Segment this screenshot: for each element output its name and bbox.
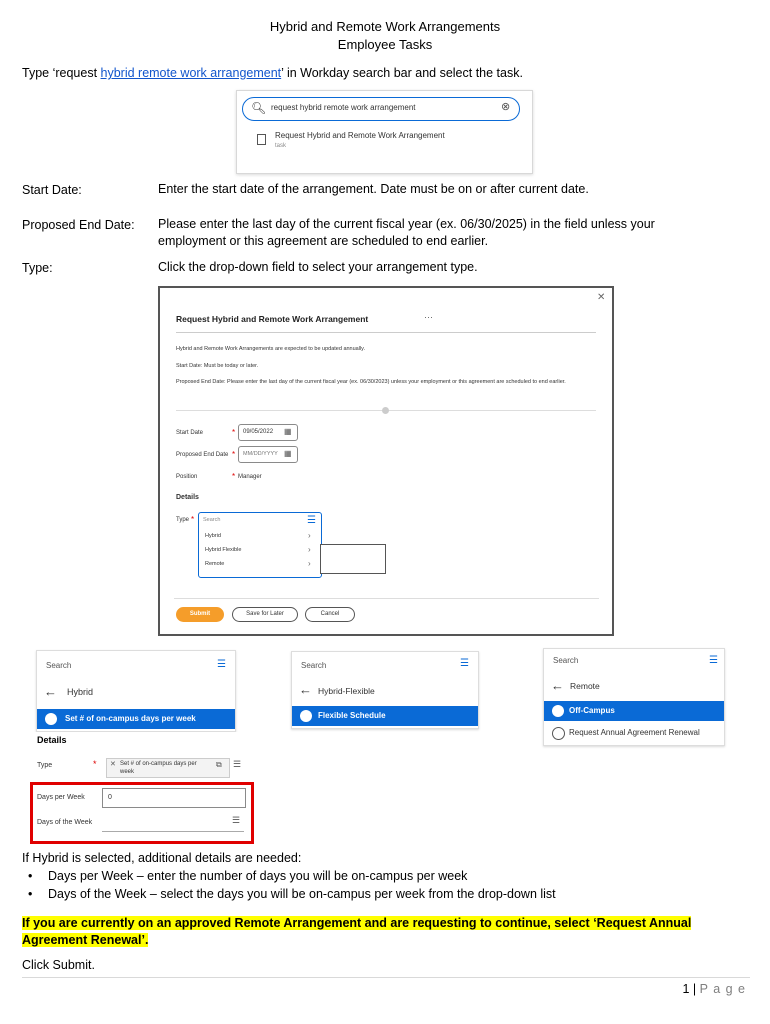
search-icon: 🔍︎ <box>251 101 267 115</box>
clear-icon[interactable]: ⊗ <box>501 101 511 113</box>
hybrid-search-input[interactable]: Search <box>46 661 72 670</box>
details-panel <box>30 732 252 842</box>
close-icon[interactable]: ✕ <box>597 292 606 303</box>
required-star: * <box>93 759 97 769</box>
radio-empty-icon <box>552 727 565 740</box>
option-flexible-schedule[interactable] <box>292 706 478 726</box>
save-for-later-button[interactable]: Save for Later <box>232 607 298 622</box>
end-date-field-label: Proposed End Date <box>176 452 229 458</box>
end-date-desc: Please enter the last day of the current fiscal year (ex. 06/30/2025) in the field unless your employment or this agreement are scheduled to end earlier. <box>158 217 655 248</box>
option-label: Remote <box>205 561 225 567</box>
list-icon[interactable]: ☰ <box>233 759 242 769</box>
type-field-label: Type <box>37 762 53 769</box>
type-dropdown[interactable] <box>198 512 322 578</box>
form-note-3: Proposed End Date: Please enter the last day of the current fiscal year (ex. 06/30/2023) unless your employment or this agreement are scheduled to end earlier. <box>176 379 566 385</box>
remote-heading: Remote <box>570 681 600 691</box>
required-star: * <box>191 515 195 524</box>
details-heading: Details <box>176 494 199 501</box>
required-star: * <box>232 472 236 481</box>
days-per-week-input[interactable] <box>102 788 246 808</box>
start-date-label: Start Date: <box>22 183 82 197</box>
chevron-right-icon: › <box>308 559 311 568</box>
more-menu-icon[interactable]: ⋯ <box>424 312 433 322</box>
end-date-value: MM/DD/YYYY <box>243 451 278 457</box>
end-date-label: Proposed End Date: <box>22 218 135 232</box>
option-annual-renewal[interactable] <box>544 724 724 742</box>
option-label: Request Annual Agreement Renewal <box>569 728 700 737</box>
bullet-item: • Days of the Week – select the days you will be on-campus per week from the drop-down list <box>28 887 556 901</box>
required-star: * <box>232 450 236 459</box>
option-label: Flexible Schedule <box>318 711 386 720</box>
search-bar[interactable] <box>242 97 520 121</box>
flex-heading: Hybrid-Flexible <box>318 686 375 696</box>
days-of-week-input[interactable] <box>102 812 244 832</box>
option-off-campus[interactable] <box>544 701 724 721</box>
closing-instruction: Click Submit. <box>22 958 95 972</box>
remote-panel <box>543 648 725 746</box>
flex-search-input[interactable]: Search <box>301 661 327 670</box>
start-date-value: 09/05/2022 <box>243 429 274 435</box>
document-title: Hybrid and Remote Work Arrangements <box>269 19 501 34</box>
list-icon[interactable]: ☰ <box>217 659 226 670</box>
back-arrow-icon[interactable]: ← <box>44 684 57 699</box>
hybrid-note-intro: If Hybrid is selected, additional details are needed: <box>22 851 302 865</box>
type-option-remote[interactable] <box>199 559 317 571</box>
radio-icon <box>300 710 312 722</box>
list-icon[interactable]: ☰ <box>460 658 469 669</box>
option-label: Hybrid <box>205 533 221 539</box>
type-search-input[interactable]: Search <box>203 517 221 523</box>
submit-button[interactable]: Submit <box>176 607 224 622</box>
option-set-days[interactable] <box>37 709 235 729</box>
radio-icon <box>552 705 564 717</box>
intro-link[interactable]: hybrid remote work arrangement <box>100 66 282 80</box>
page-footer: 1 | P a g e <box>682 982 746 996</box>
bullet-text: Days of the Week – select the days you will be on-campus per week from the drop-down list <box>48 887 556 901</box>
list-icon[interactable]: ☰ <box>307 515 316 526</box>
task-icon <box>257 134 266 145</box>
calendar-icon[interactable]: ▦ <box>284 427 292 436</box>
drag-handle[interactable] <box>382 407 389 414</box>
intro-line <box>22 66 523 80</box>
start-date-field-label: Start Date <box>176 430 204 436</box>
start-date-input[interactable] <box>238 424 298 441</box>
back-arrow-icon[interactable]: ← <box>299 682 312 697</box>
form-note-2: Start Date: Must be today or later. <box>176 363 259 369</box>
remote-search-input[interactable]: Search <box>553 656 579 665</box>
back-arrow-icon[interactable]: ← <box>551 678 564 693</box>
search-result[interactable] <box>257 131 517 157</box>
list-icon[interactable]: ☰ <box>232 815 241 825</box>
page-number: 1 <box>682 982 690 996</box>
result-subtitle: task <box>275 143 287 149</box>
position-label: Position <box>176 474 198 480</box>
hybrid-panel <box>36 650 236 732</box>
required-star: * <box>232 428 236 437</box>
end-date-input[interactable] <box>238 446 298 463</box>
type-selected-pill[interactable] <box>106 758 230 778</box>
option-label: Off-Campus <box>569 706 615 715</box>
bullet-text: Days per Week – enter the number of days you will be on-campus per week <box>48 869 468 883</box>
calendar-icon[interactable]: ▦ <box>284 449 292 458</box>
empty-box <box>320 544 386 574</box>
type-selected-value: Set # of on-campus days per week <box>120 761 197 775</box>
days-per-week-value: 0 <box>108 794 112 801</box>
form-screenshot <box>158 286 614 636</box>
bullet-item: • Days per Week – enter the number of days you will be on-campus per week <box>28 869 468 883</box>
remove-icon[interactable]: ✕ <box>110 761 116 768</box>
page-word: P a g e <box>699 982 746 996</box>
intro-suffix: ’ in Workday search bar and select the task. <box>281 66 523 80</box>
days-of-week-label: Days of the Week <box>37 819 93 826</box>
divider <box>176 332 596 333</box>
remote-note <box>22 915 752 949</box>
cancel-button[interactable]: Cancel <box>305 607 355 622</box>
remote-note-text: If you are currently on an approved Remote Arrangement and are requesting to continue, select ‘Request Annual Agreement Renewal’. <box>22 916 692 947</box>
type-field-label: Type <box>176 517 190 523</box>
type-option-hybrid[interactable] <box>199 531 317 543</box>
search-query: request hybrid remote work arrangement <box>271 103 416 112</box>
type-desc: Click the drop-down field to select your arrangement type. <box>158 260 478 274</box>
divider-3 <box>174 598 599 599</box>
hybrid-heading: Hybrid <box>67 687 94 697</box>
footer-divider <box>22 977 750 978</box>
form-note-1: Hybrid and Remote Work Arrangements are expected to be updated annually. <box>176 346 366 352</box>
details-heading: Details <box>37 735 67 745</box>
type-option-hybrid-flexible[interactable] <box>199 545 317 557</box>
option-label: Hybrid Flexible <box>205 547 242 553</box>
search-screenshot <box>236 90 533 174</box>
chevron-right-icon: › <box>308 545 311 554</box>
document-subtitle: Employee Tasks <box>337 37 433 52</box>
result-title: Request Hybrid and Remote Work Arrangement <box>275 131 445 140</box>
radio-icon <box>45 713 57 725</box>
intro-prefix: Type ‘request <box>22 66 101 80</box>
open-icon[interactable]: ⧉ <box>216 760 222 769</box>
chevron-right-icon: › <box>308 531 311 540</box>
hybrid-flexible-panel <box>291 651 479 729</box>
days-per-week-label: Days per Week <box>37 794 85 801</box>
position-value: Manager <box>238 474 262 480</box>
start-date-desc: Enter the start date of the arrangement. Date must be on or after current date. <box>158 182 589 196</box>
list-icon[interactable]: ☰ <box>709 655 718 666</box>
form-title: Request Hybrid and Remote Work Arrangement <box>176 314 369 324</box>
type-label: Type: <box>22 261 53 275</box>
option-label: Set # of on-campus days per week <box>65 714 196 723</box>
